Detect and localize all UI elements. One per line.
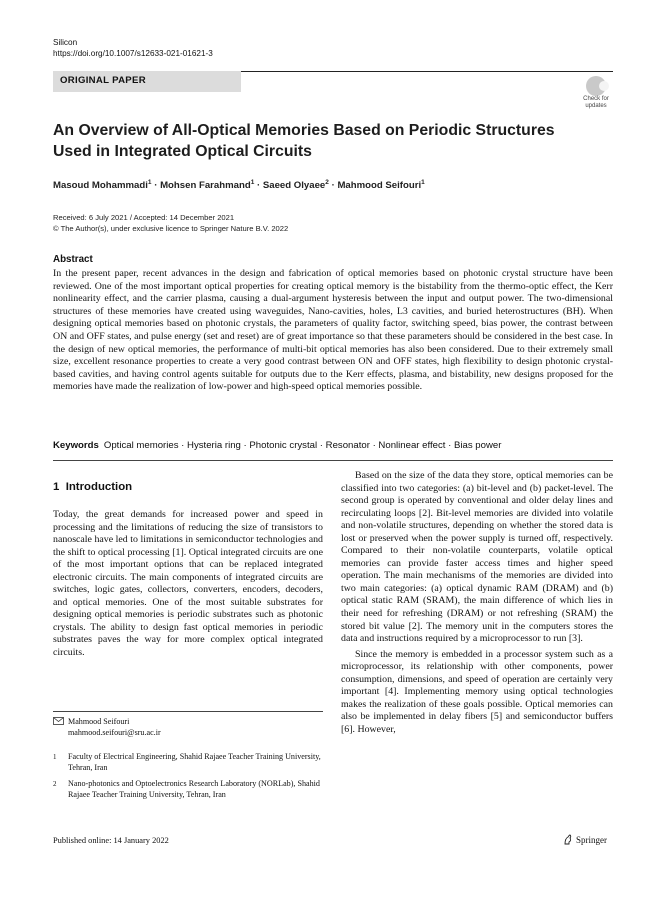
intro-column-1 [53, 509, 323, 660]
crossmark-icon [586, 76, 606, 96]
affiliation-2 [53, 779, 323, 800]
affiliation-number: 2 [53, 780, 57, 788]
article-type-band [53, 71, 241, 92]
author-name[interactable]: Masoud Mohammadi [53, 180, 148, 192]
author-separator: · [154, 180, 158, 192]
affiliation-text: Nano-photonics and Optoelectronics Research Laboratory (NORLab), Shahid Rajaee Teacher Training University, Tehran, Iran [68, 779, 320, 799]
envelope-icon [53, 717, 64, 729]
received-accepted: Received: 6 July 2021 / Accepted: 14 December 2021 [53, 213, 235, 222]
author-name[interactable]: Mahmood Seifouri [337, 180, 422, 192]
affiliation-text: Faculty of Electrical Engineering, Shahid Rajaee Teacher Training University, Tehran, Iran [68, 752, 321, 772]
article-type-label: ORIGINAL PAPER [60, 75, 146, 86]
author-name[interactable]: Mohsen Farahmand [160, 180, 251, 192]
section-number: 1 [53, 481, 60, 493]
footnote-rule [53, 711, 323, 712]
body-paragraph: Today, the great demands for increased power and speed in processing and the limitations of reducing the size of transistors to nanoscale have led to limitations in semiconductor technologies and the shift to optical processing [1]. Optical integrated circuits are one of the most important options that can be replaced integrated electronic circuits. The main components of integrated circuits are switches, logic gates, collectors, converters, encoders, decoders, and optical memories. One of the most suitable substrates for designing optical memories is periodic substrates such as photonic crystals. The ability to design fast optical memories in periodic substrates paves the way for more complex optical integrated circuits. [53, 509, 323, 659]
author-name[interactable]: Saeed Olyaee [262, 180, 326, 192]
badge-line-2: updates [585, 102, 607, 109]
publisher-name: Springer [576, 835, 607, 845]
abstract-heading: Abstract [53, 254, 93, 265]
article-dates [53, 212, 288, 234]
abstract-text: In the present paper, recent advances in the design and fabrication of optical memories based on photonic crystal structure have been reviewed. One of the most important optical properties for creating optical memory is the bistability from the thermo-optic effect, the Kerr nonlinearity effect, and the carrier plasma, causing a dual-argument hysteresis between the input and output power. The two-dimensional structures of these memories have created using waveguides, Nano-cavities, holes, L3 cavities, and buried heterostructures (BH). When designing optical memories based on photonic crystals, the parameters of quality factor, switching speed, bias power, the contrast between ON and OFF states, and pulse energy (set and reset) are of great importance so that these parameters should be considered in the best case. In the design of new optical memories, the performance of multi-bit optical memories has also been considered. Due to their extremely small size, excellent resonance properties to create a very good contrast between ON and OFF states, high flexibility to design photonic crystal-based cavities, and having control agents suitable for outputs due to the Kerr effects, plasma, and bistability, new designs proposed for the memories have made the realization of low-power and high-speed optical memories possible. [53, 268, 613, 393]
author-affiliation: 1 [250, 179, 255, 186]
copyright-line: © The Author(s), under exclusive licence to Springer Nature B.V. 2022 [53, 224, 289, 233]
keywords-text: Optical memories · Hysteria ring · Photonic crystal · Resonator · Nonlinear effect · Bias power [103, 440, 502, 451]
affiliation-number: 1 [53, 753, 57, 761]
author-separator: · [331, 180, 335, 192]
check-for-updates-badge[interactable] [578, 76, 614, 112]
header-rule [241, 71, 613, 72]
author-list [53, 179, 613, 191]
journal-name: Silicon [53, 38, 78, 47]
section-heading [53, 481, 132, 493]
section-title: Introduction [65, 481, 133, 493]
author-affiliation: 1 [421, 179, 425, 186]
corresponding-name: Mahmood Seifouri [68, 717, 130, 726]
author-separator: · [256, 180, 261, 192]
paper-title: An Overview of All-Optical Memories Based on Periodic Structures Used in Integrated Optical Circuits [53, 122, 555, 160]
author-affiliation: 2 [325, 179, 329, 186]
published-online: Published online: 14 January 2022 [53, 836, 169, 845]
badge-line-1: Check for [583, 96, 609, 102]
springer-horse-icon [563, 834, 573, 845]
author-affiliation: 1 [147, 179, 152, 186]
keywords-label: Keywords [53, 440, 99, 451]
keywords-rule [53, 460, 613, 461]
affiliation-1 [53, 752, 323, 773]
body-paragraph: Based on the size of the data they store, optical memories can be classified into two categories: (a) bit-level and (b) packet-level. The second group is operated by conventional and older delay lines and recirculating loops [2]. Bit-level memories are divided into volatile and non-volatile structures, depending on whether the stored data is lost or preserved when the power supply is turned off, respectively. Compared to their non-volatile counterparts, volatile optical memories can provide faster access times and higher speed operation. The main mechanisms of the memories are divided into two main categories: (a) optical dynamic RAM (DRAM) and (b) optical static RAM (SRAM), the main difference of which lies in their need for refreshing (DRAM) or not refreshing (SRAM) the stored bit value [2]. The memory unit in the computers stores the data and instructions required by a microprocessor to run [3]. [341, 470, 613, 645]
intro-column-2 [341, 470, 613, 736]
corresponding-author [53, 717, 323, 738]
keywords-line [53, 440, 613, 451]
corresponding-email[interactable]: mahmood.seifouri@sru.ac.ir [68, 727, 161, 737]
publisher-logo [563, 834, 607, 845]
doi-link[interactable]: https://doi.org/10.1007/s12633-021-01621-3 [53, 49, 213, 58]
body-paragraph: Since the memory is embedded in a processor system such as a microprocessor, its relationship with other components, power consumption, dimensions, and speed of operation are certainly very important [4]. Implementing memory using optical technologies makes the realization of these goals possible. Optical memories can also be implemented in delay fibers [5] and semiconductor buffers [6]. However, [341, 648, 613, 735]
